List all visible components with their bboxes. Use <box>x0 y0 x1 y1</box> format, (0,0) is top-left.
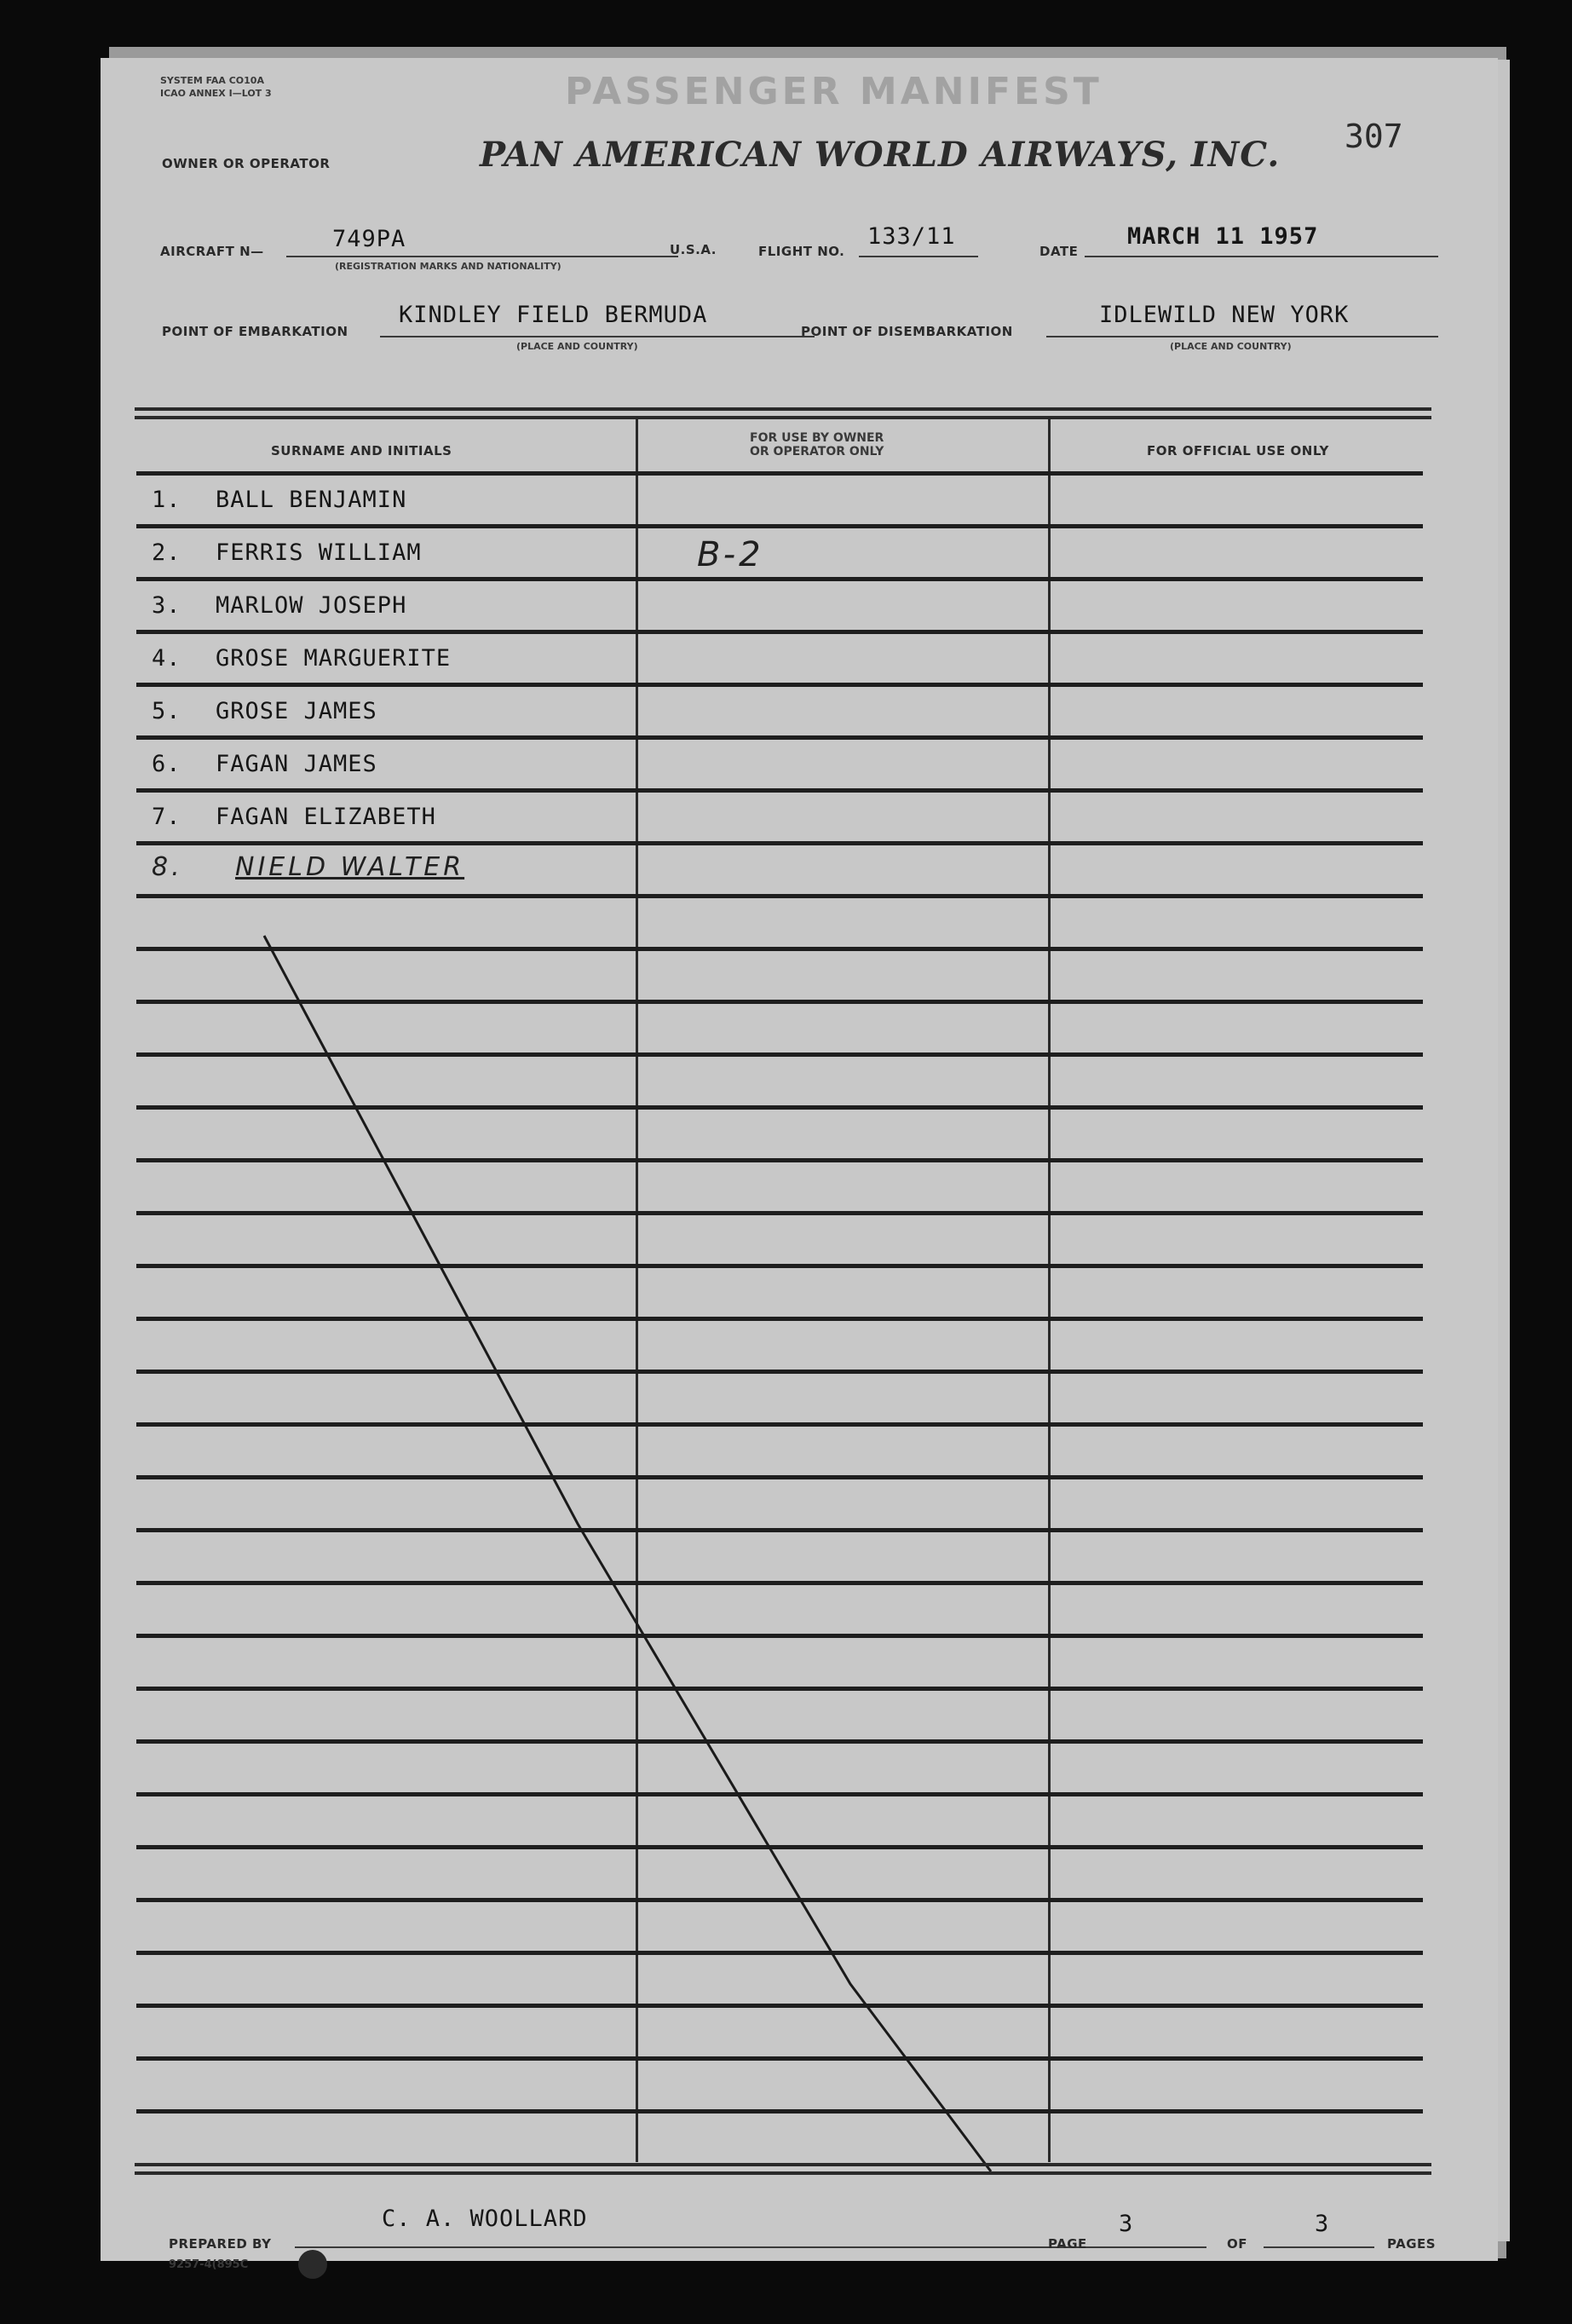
row-5-name: GROSE JAMES <box>216 698 377 724</box>
embarkation-value: KINDLEY FIELD BERMUDA <box>399 302 708 328</box>
embarkation-sublabel: (PLACE AND COUNTRY) <box>516 341 638 352</box>
col-owner-header-1: FOR USE BY OWNER <box>750 431 884 445</box>
col-official-header: FOR OFFICIAL USE ONLY <box>1147 443 1329 458</box>
stamped-page-number: 307 <box>1345 118 1403 155</box>
prepared-by-label: PREPARED BY <box>169 2236 272 2252</box>
diagonal-strike-line <box>101 58 1498 2261</box>
row-8-number: 8. <box>152 852 183 882</box>
row-2-name: FERRIS WILLIAM <box>216 539 422 566</box>
operator-name: PAN AMERICAN WORLD AIRWAYS, INC. <box>480 135 1281 175</box>
form-code-line2: ICAO ANNEX I—LOT 3 <box>160 88 272 99</box>
disembarkation-sublabel: (PLACE AND COUNTRY) <box>1170 341 1292 352</box>
manifest-sheet <box>101 58 1498 2271</box>
row-7-number: 7. <box>152 804 181 830</box>
form-code-line1: SYSTEM FAA CO10A <box>160 75 264 86</box>
of-label: OF <box>1227 2236 1247 2252</box>
page-title: PASSENGER MANIFEST <box>565 70 1103 113</box>
usa-label: U.S.A. <box>670 242 717 257</box>
pages-label: PAGES <box>1387 2236 1437 2252</box>
row-1-number: 1. <box>152 487 181 513</box>
disembarkation-label: POINT OF DISEMBARKATION <box>801 324 1013 339</box>
row-7-name: FAGAN ELIZABETH <box>216 804 436 830</box>
date-label: DATE <box>1039 244 1079 259</box>
table-bottom-rule <box>135 2163 1431 2166</box>
aircraft-sublabel: (REGISTRATION MARKS AND NATIONALITY) <box>335 261 561 272</box>
row-2-owner-note: B-2 <box>697 535 764 574</box>
row-3-name: MARLOW JOSEPH <box>216 592 407 619</box>
row-4-name: GROSE MARGUERITE <box>216 645 452 672</box>
col-surname-header: SURNAME AND INITIALS <box>271 443 452 458</box>
flight-value: 133/11 <box>867 223 956 250</box>
of-value: 3 <box>1315 2211 1330 2237</box>
row-6-name: FAGAN JAMES <box>216 751 377 777</box>
aircraft-value: 749PA <box>332 226 406 252</box>
of-underline <box>1264 2246 1374 2248</box>
row-8-name: NIELD WALTER <box>235 852 465 882</box>
flight-label: FLIGHT NO. <box>758 244 845 259</box>
row-2-number: 2. <box>152 539 181 566</box>
form-number: 9257-4(895C <box>169 2258 249 2271</box>
col-owner-header-2: OR OPERATOR ONLY <box>750 445 884 458</box>
date-value: MARCH 11 1957 <box>1127 223 1319 250</box>
union-bug-stamp <box>298 2250 327 2279</box>
row-1-name: BALL BENJAMIN <box>216 487 407 513</box>
page-value: 3 <box>1119 2211 1134 2237</box>
embarkation-label: POINT OF EMBARKATION <box>162 324 348 339</box>
owner-label: OWNER OR OPERATOR <box>162 156 331 171</box>
page-underline <box>1096 2246 1206 2248</box>
table-bottom-rule-2 <box>135 2171 1431 2175</box>
row-3-number: 3. <box>152 592 181 619</box>
disembarkation-value: IDLEWILD NEW YORK <box>1099 302 1350 328</box>
aircraft-label: AIRCRAFT N— <box>160 244 264 259</box>
row-5-number: 5. <box>152 698 181 724</box>
page-label: PAGE <box>1048 2236 1087 2252</box>
row-6-number: 6. <box>152 751 181 777</box>
prepared-by-value: C. A. WOOLLARD <box>382 2206 588 2232</box>
prepared-by-underline <box>295 2246 1121 2248</box>
row-4-number: 4. <box>152 645 181 672</box>
